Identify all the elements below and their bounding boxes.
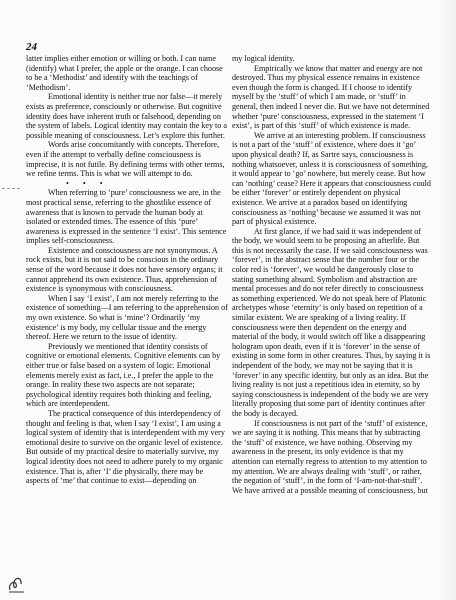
paragraph: The practical consequence of this interdependency of thought and feeling is that, when I say ‘I exist’, I am using a logical system of identity that is interdependent with my very emotional desire to survive on the organic level of existence. But outside of my practical desire to materially survive, my logical identity does not need to adhere purely to my organic existence. That is, after ‘I’ die physically, there may be aspects of ‘me’ that continue to exist—depending on <box>26 408 225 486</box>
section-break: • • • <box>66 178 109 188</box>
paragraph: latter implies either emotion or willing or both. I can name (identify) what I prefer, the apple or the orange. I can choose to be a ‘Methodist’ and identify with the teachings of ‘Methodism’. <box>26 54 223 92</box>
paragraph: Existence and consciousness are not synonymous. A rock exists, but it is not said to be conscious in the ordinary sense of the word because it does not have sensory organs; it cannot apprehend its own existence. Thus, apprehension of existence is synonymous with consciousness. <box>26 245 223 294</box>
paragraph: At first glance, if we had said it was independent of the body, we would seem to be proposing an afterlife. But this is not necessarily the case. If we said consciousness was ‘forever’, in the abstract sense that the number four or the color red is ‘forever’, we would be dangerously close to stating something absurd. Symbolism and abstraction are mental processes and do not refer directly to consciousness as something experienced. We do not speak here of Platonic archetypes whose ‘eternity’ is only based on repetition of a similar existent. We are speaking of a living reality. If consciousness were then dependent on the energy and material of the body, it would switch off like a disappearing hologram upon death, even if it is ‘forever’ in the sense of existing in some form in other creatures. Thus, by saying it is independent of the body, we may not be saying that it is ‘forever’ in any specific identity, but only as an idea. But the living reality is not just a repetitious idea in eternity, so by saying consciousness is independent of the body we are very literally proposing that some part of identity continues after the body is decayed. <box>232 226 431 418</box>
paragraph: If consciousness is not part of the ‘stuff’ of existence, we are saying it is nothing. This means that by subtracting the ‘stuff’ of existence, we have nothing. Observing my awareness in the present, its only evidence is that my attention can eternally regress to attention to my attention to my attention. We are always dealing with ‘stuff’, or rather, the negation of ‘stuff’, in the form of ‘I-am-not-that-stuff’. We have arrived at a possible meaning of consciousness, but <box>232 418 428 495</box>
scan-edge-shadow <box>438 0 456 600</box>
paragraph: When I say ‘I exist’, I am not merely referring to the existence of something—I am referring to the apprehension of my own existence. So what is ‘mine’? Ordinarily ‘my existence’ is my body, my cellular tissue and the energy thereof. Here we return to the issue of identity. <box>26 293 228 342</box>
paragraph: Emotional identity is neither true nor false—it merely exists as preference, consciously or otherwise. But cognitive identity does have inherent truth or falsehood, depending on the system of labels. Logical identity may contain the key to a possible meaning of consciousness. Let’s explore this further. <box>26 92 227 140</box>
paragraph: When referring to ‘pure’ consciousness we are, in the most practical sense, referring to the ghostlike essence of awareness that is known to pervade the human body at isolated or extended times. The essence of this ‘pure’ awareness is expressed in the sentence ‘I exist’. This sentence implies self-consciousness. <box>26 188 227 246</box>
right-column <box>232 54 432 495</box>
left-column <box>26 54 228 486</box>
paragraph: Words arise concomitantly with concepts. Therefore, even if the attempt to verbally define consciousness is imprecise, it is not futile. By defining terms with other terms, we refine terms. This is what we will attempt to do. <box>26 140 225 179</box>
paragraph: my logical identity. <box>232 54 295 63</box>
paragraph: Empirically we know that matter and energy are not destroyed. Thus my physical essence remains in existence even though the form is changed. If I choose to identify myself by the ‘stuff’ of which I am made, or ‘stuff’ in general, then indeed I never die. But we have not determined whether ‘pure’ consciousness, expressed in the statement ‘I exist’, is part of this ‘stuff’ of which existence is made. <box>232 63 430 131</box>
paragraph: Previously we mentioned that identity consists of cognitive or emotional elements. Cognitive elements can by either true or false based on a system of logic. Emotional elements merely exist as fact, i.e., I prefer the apple to the orange. In reality these two aspects are not separate; psychological identity requires both thinking and feeling, which are interdependent. <box>26 341 221 409</box>
paragraph: We arrive at an interesting problem. If consciousness is not a part of the ‘stuff’ of existence, where does it ‘go’ upon physical death? If, as Sartre says, consciousness is nothing whatsoever, unless it is consciousness of something, it would appear to ‘go’ nowhere, but merely cease. But how can ‘nothing’ cease? Here it appears that consciousness could be either ‘forever’ or entirely dependent on physical existence. We arrive at a paradox based on identifying consciousness as ‘nothing’ because we assumed it was not part of physical existence. <box>232 130 431 227</box>
corner-doodle-icon <box>6 570 28 594</box>
page-number: 24 <box>26 41 37 53</box>
scan-artifact-mark <box>2 188 20 190</box>
